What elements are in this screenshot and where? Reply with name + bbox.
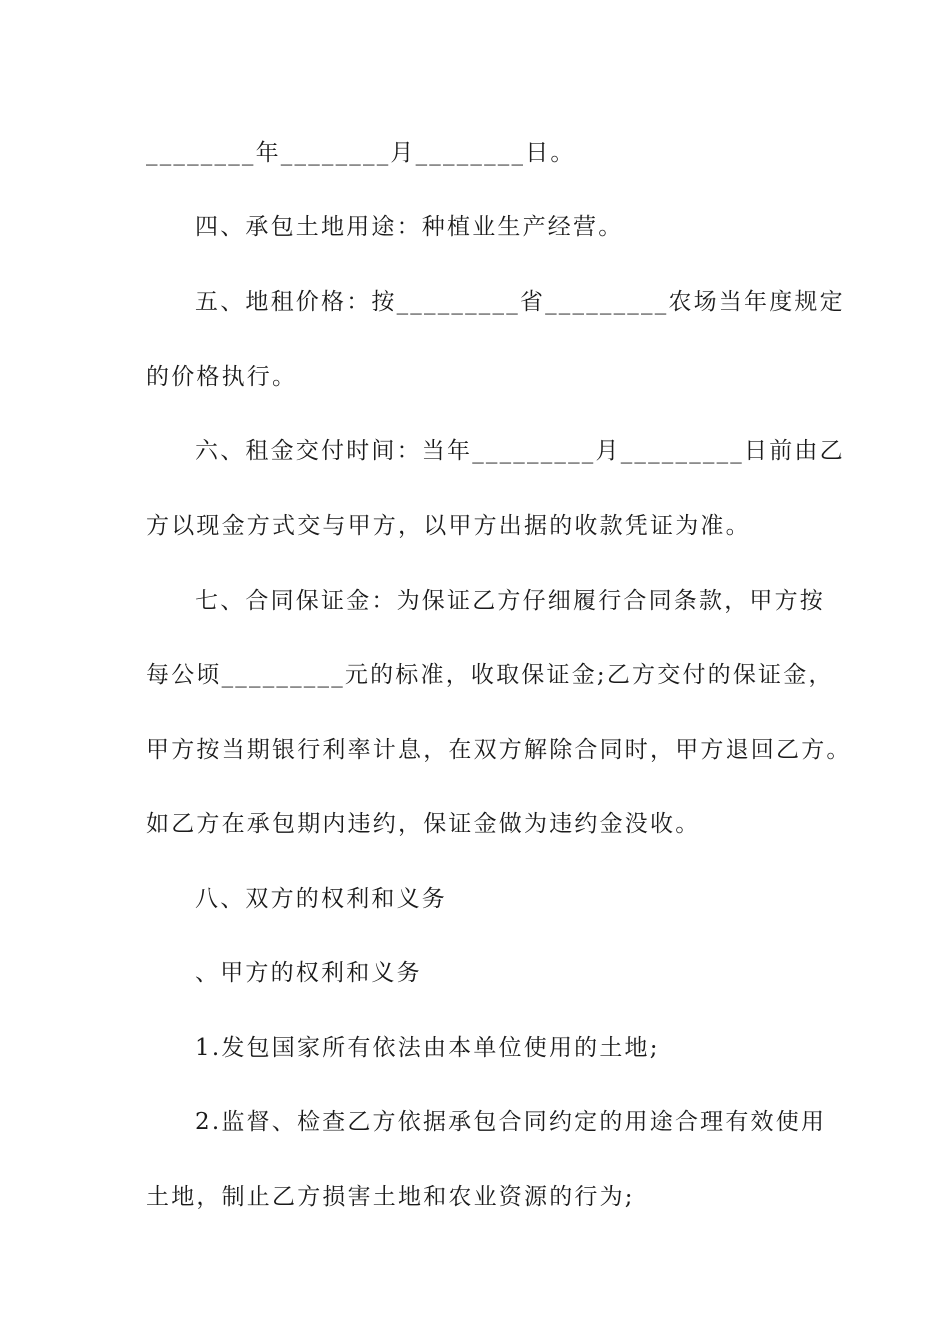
party-a-item-2-cont: 土地，制止乙方损害土地和农业资源的行为; (146, 1184, 635, 1210)
clause-7-deposit: 七、合同保证金：为保证乙方仔细履行合同条款，甲方按 (195, 588, 825, 614)
party-a-item-2: 2.监督、检查乙方依据承包合同约定的用途合理有效使用 (195, 1109, 827, 1135)
clause-5-rent-price-cont: 的价格执行。 (146, 364, 298, 390)
clause-7-deposit-cont-3: 如乙方在承包期内违约，保证金做为违约金没收。 (146, 811, 701, 837)
party-a-heading: 、甲方的权利和义务 (195, 960, 422, 986)
clause-6-payment-time: 六、租金交付时间：当年_________月_________日前由乙 (195, 438, 845, 464)
clause-6-payment-time-cont: 方以现金方式交与甲方，以甲方出据的收款凭证为准。 (146, 513, 751, 539)
party-a-item-1: 1.发包国家所有依法由本单位使用的土地; (195, 1035, 660, 1061)
clause-5-rent-price: 五、地租价格：按_________省_________农场当年度规定 (195, 289, 845, 315)
clause-4-land-use: 四、承包土地用途：种植业生产经营。 (195, 214, 624, 240)
clause-7-deposit-cont-1: 每公顷_________元的标准，收取保证金;乙方交付的保证金， (146, 662, 834, 688)
date-line: ________年________月________日。 (146, 140, 576, 166)
clause-7-deposit-cont-2: 甲方按当期银行利率计息，在双方解除合同时，甲方退回乙方。 (146, 737, 852, 763)
clause-8-heading: 八、双方的权利和义务 (195, 886, 447, 912)
